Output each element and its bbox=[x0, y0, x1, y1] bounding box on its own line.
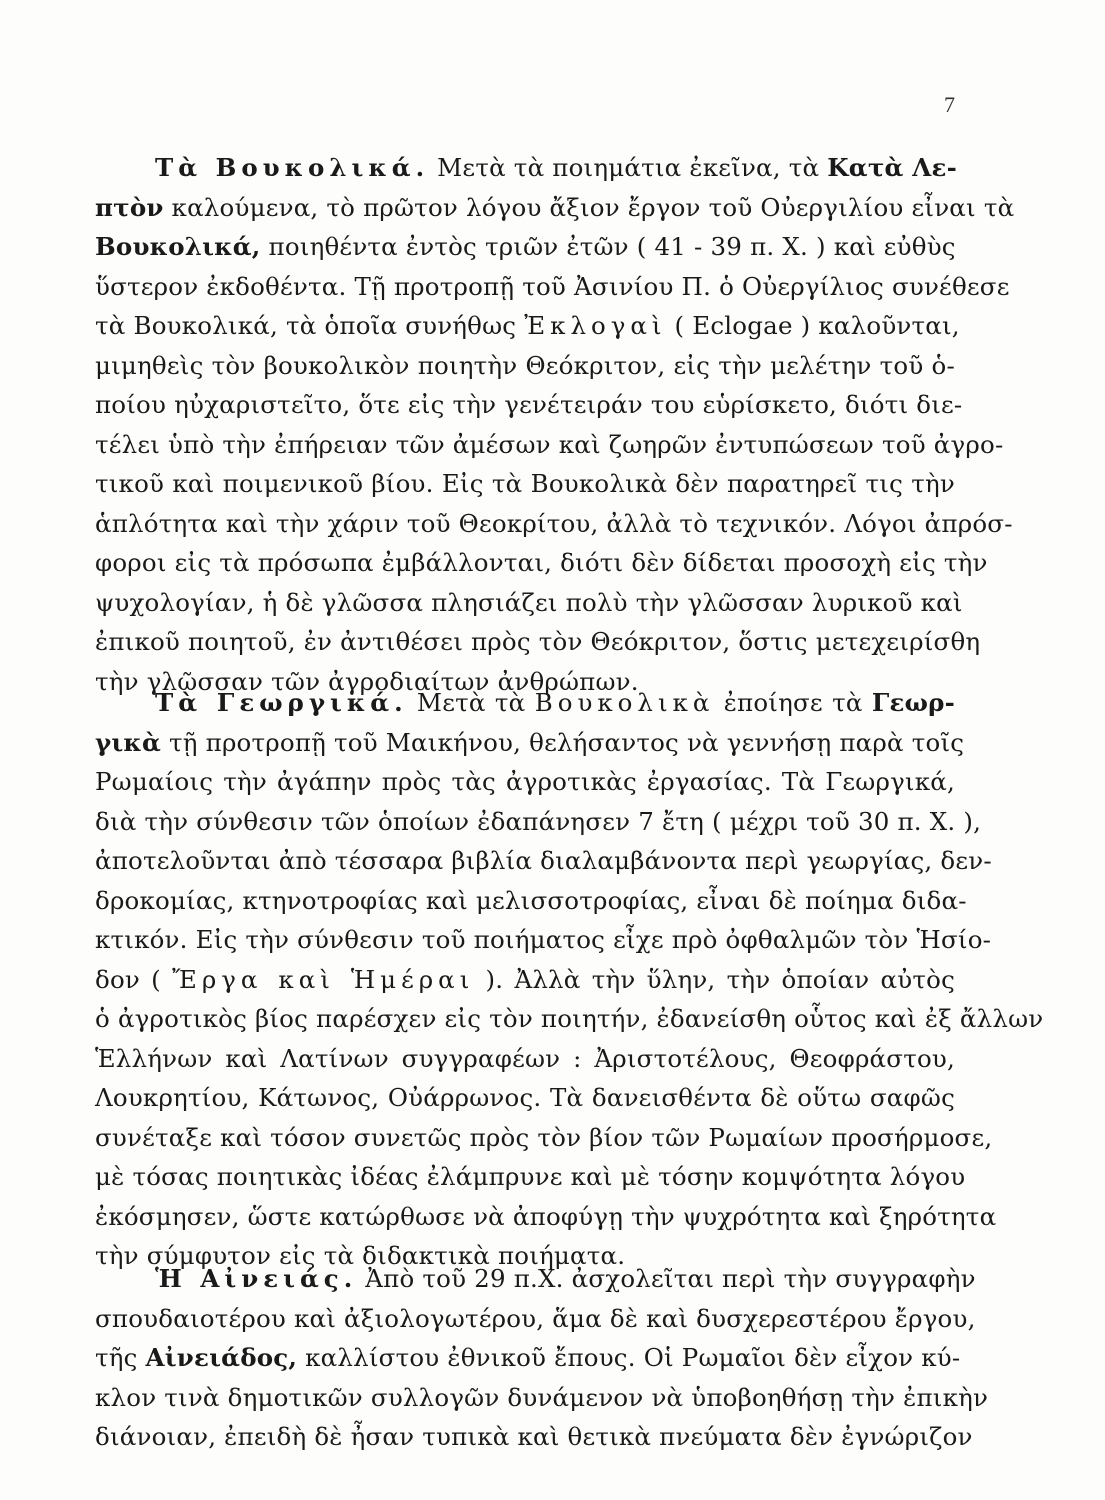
section-heading: Τὰ Βουκολικά. bbox=[155, 153, 430, 182]
paragraph-line bbox=[95, 188, 1015, 228]
paragraph-line: ὁ ἀγροτικὸς βίος παρέσχεν εἰς τὸν ποιητήν, ἐδανείσθη οὗτος καὶ ἐξ ἄλλων bbox=[95, 1004, 1044, 1033]
paragraph-line: τέλει ὑπὸ τὴν ἐπήρειαν τῶν ἀμέσων καὶ ζωηρῶν ἐντυπώσεων τοῦ ἀγρο- bbox=[95, 429, 1004, 459]
page-number: 7 bbox=[944, 92, 955, 117]
spaced-term: Βουκολικὰ bbox=[534, 688, 715, 717]
paragraph-line: κτικόν. Εἰς τὴν σύνθεσιν τοῦ ποιήματος εἶχε πρὸ ὀφθαλμῶν τὸν Ἡσίο- bbox=[95, 925, 992, 954]
bold-term: Γεωρ- bbox=[871, 688, 955, 717]
text-run: τῇ προτροπῇ τοῦ Μαικήνου, θελήσαντος νὰ γεννήσῃ παρὰ τοῖς bbox=[161, 727, 965, 757]
paragraph-line: διάνοιαν, ἐπειδὴ δὲ ἦσαν τυπικὰ καὶ θετικὰ πνεύματα δὲν ἐγνώριζον bbox=[95, 1422, 973, 1451]
paragraph-line bbox=[95, 1259, 976, 1299]
paragraph-line: συνέταξε καὶ τόσον συνετῶς πρὸς τὸν βίον τῶν Ρωμαίων προσήρμοσε, bbox=[95, 1122, 993, 1152]
section-heading: Ἡ Αἰνειάς. bbox=[155, 1264, 358, 1293]
paragraph-line: διὰ τὴν σύνθεσιν τῶν ὁποίων ἐδαπάνησεν 7 ἔτη ( μέχρι τοῦ 30 π. Χ. ), bbox=[95, 806, 982, 836]
section-aeneid bbox=[95, 1259, 989, 1457]
text-run: ). Ἀλλὰ τὴν ὕλην, τὴν ὁποίαν αὐτὸς bbox=[474, 964, 955, 994]
paragraph-line: ψυχολογίαν, ἡ δὲ γλῶσσα πλησιάζει πολὺ τὴν γλῶσσαν λυρικοῦ καὶ bbox=[95, 587, 963, 617]
text-run: τὰ Βουκολικά, τὰ ὁποῖα συνήθως bbox=[95, 311, 525, 340]
paragraph-line: ἐπικοῦ ποιητοῦ, ἐν ἀντιθέσει πρὸς τὸν Θεόκριτον, ὅστις μετεχειρίσθη bbox=[95, 627, 981, 656]
section-heading: Τὰ Γεωργικά. bbox=[155, 688, 408, 717]
spaced-term: Ἐκλογαὶ bbox=[524, 311, 667, 340]
bold-term: πτὸν bbox=[95, 192, 164, 222]
spaced-term: Ἔργα καὶ Ἡμέραι bbox=[172, 964, 475, 994]
paragraph-line: ποίου ηὐχαριστεῖτο, ὅτε εἰς τὴν γενέτειράν του εὑρίσκετο, διότι διε- bbox=[95, 390, 963, 419]
text-run: τῆς bbox=[95, 1343, 146, 1372]
paragraph-line: Λουκρητίου, Κάτωνος, Οὐάρρωνος. Τὰ δανεισθέντα δὲ οὕτω σαφῶς bbox=[95, 1083, 955, 1112]
text-run: Μετὰ τὰ bbox=[407, 688, 535, 717]
bold-term: γικὰ bbox=[95, 727, 162, 757]
text-run: Μετὰ τὰ ποιημάτια ἐκεῖνα, τὰ bbox=[429, 153, 828, 182]
paragraph-line: ἐκόσμησεν, ὥστε κατώρθωσε νὰ ἀποφύγῃ τὴν ψυχρότητα καὶ ξηρότητα bbox=[95, 1201, 997, 1231]
paragraph-line: σπουδαιοτέρου καὶ ἀξιολογωτέρου, ἅμα δὲ καὶ δυσχερεστέρου ἔργου, bbox=[95, 1303, 976, 1333]
paragraph-line: τὴν γλῶσσαν τῶν ἀγροδιαίτων ἀνθρώπων. bbox=[95, 666, 639, 696]
text-run: δον ( bbox=[95, 964, 173, 994]
text-run: καλλίστου ἐθνικοῦ ἔπους. Οἱ Ρωμαῖοι δὲν εἶχον κύ- bbox=[297, 1343, 961, 1372]
paragraph-line: ὕστερον ἐκδοθέντα. Τῇ προτροπῇ τοῦ Ἀσινίου Π. ὁ Οὐεργίλιος συνέθεσε bbox=[95, 271, 1010, 301]
bold-term: Βουκολικά, bbox=[95, 232, 261, 261]
text-run: Ἀπὸ τοῦ 29 π.Χ. ἀσχολεῖται περὶ τὴν συγγραφὴν bbox=[357, 1264, 976, 1293]
section-georgics bbox=[95, 683, 1044, 1276]
paragraph-line: τὴν σύμφυτον εἰς τὰ διδακτικὰ ποιήματα. bbox=[95, 1241, 626, 1270]
section-bucolics bbox=[95, 148, 1015, 701]
paragraph-line: Ἑλλήνων καὶ Λατίνων συγγραφέων : Ἀριστοτέλους, Θεοφράστου, bbox=[95, 1043, 955, 1073]
text-run: ποιηθέντα ἐντὸς τριῶν ἐτῶν ( 41 - 39 π. Χ. ) καὶ εὐθὺς bbox=[260, 232, 956, 261]
paragraph-line bbox=[95, 683, 955, 723]
text-run: ἐποίησε τὰ bbox=[714, 688, 872, 717]
paragraph-line bbox=[95, 1338, 961, 1378]
paragraph-line: κλον τινὰ δημοτικῶν συλλογῶν δυνάμενον νὰ ὑποβοηθήσῃ τὴν ἐπικὴν bbox=[95, 1382, 989, 1412]
text-run: ( Eclogae ) καλοῦνται, bbox=[666, 311, 960, 340]
paragraph-line bbox=[95, 960, 955, 1000]
paragraph-line bbox=[95, 723, 965, 763]
paragraph-line: μὲ τόσας ποιητικὰς ἰδέας ἐλάμπρυνε καὶ μὲ τόσην κομψότητα λόγου bbox=[95, 1162, 966, 1191]
paragraph-line: δροκομίας, κτηνοτροφίας καὶ μελισσοτροφίας, εἶναι δὲ ποίημα διδα- bbox=[95, 885, 967, 915]
paragraph-line bbox=[95, 306, 960, 346]
paragraph-line: τικοῦ καὶ ποιμενικοῦ βίου. Εἰς τὰ Βουκολικὰ δὲν παρατηρεῖ τις τὴν bbox=[95, 469, 955, 498]
paragraph-line: μιμηθεὶς τὸν βουκολικὸν ποιητὴν Θεόκριτον, εἰς τὴν μελέτην τοῦ ὁ- bbox=[95, 350, 955, 380]
paragraph-line: φοροι εἰς τὰ πρόσωπα ἐμβάλλονται, διότι δὲν δίδεται προσοχὴ εἰς τὴν bbox=[95, 548, 988, 577]
paragraph-line: ἁπλότητα καὶ τὴν χάριν τοῦ Θεοκρίτου, ἀλλὰ τὸ τεχνικόν. Λόγοι ἀπρόσ- bbox=[95, 508, 1013, 538]
paragraph-line bbox=[95, 227, 955, 267]
paragraph-line: Ρωμαίοις τὴν ἀγάπην πρὸς τὰς ἀγροτικὰς ἐργασίας. Τὰ Γεωργικά, bbox=[95, 767, 955, 796]
paragraph-line: ἀποτελοῦνται ἀπὸ τέσσαρα βιβλία διαλαμβάνοντα περὶ γεωργίας, δεν- bbox=[95, 846, 992, 875]
text-run: καλούμενα, τὸ πρῶτον λόγου ἄξιον ἔργον τοῦ Οὐεργιλίου εἶναι τὰ bbox=[163, 192, 1015, 222]
bold-term: Αἰνειάδος, bbox=[145, 1343, 298, 1372]
paragraph-line bbox=[95, 148, 955, 188]
bold-term: Κατὰ Λε- bbox=[827, 153, 957, 182]
